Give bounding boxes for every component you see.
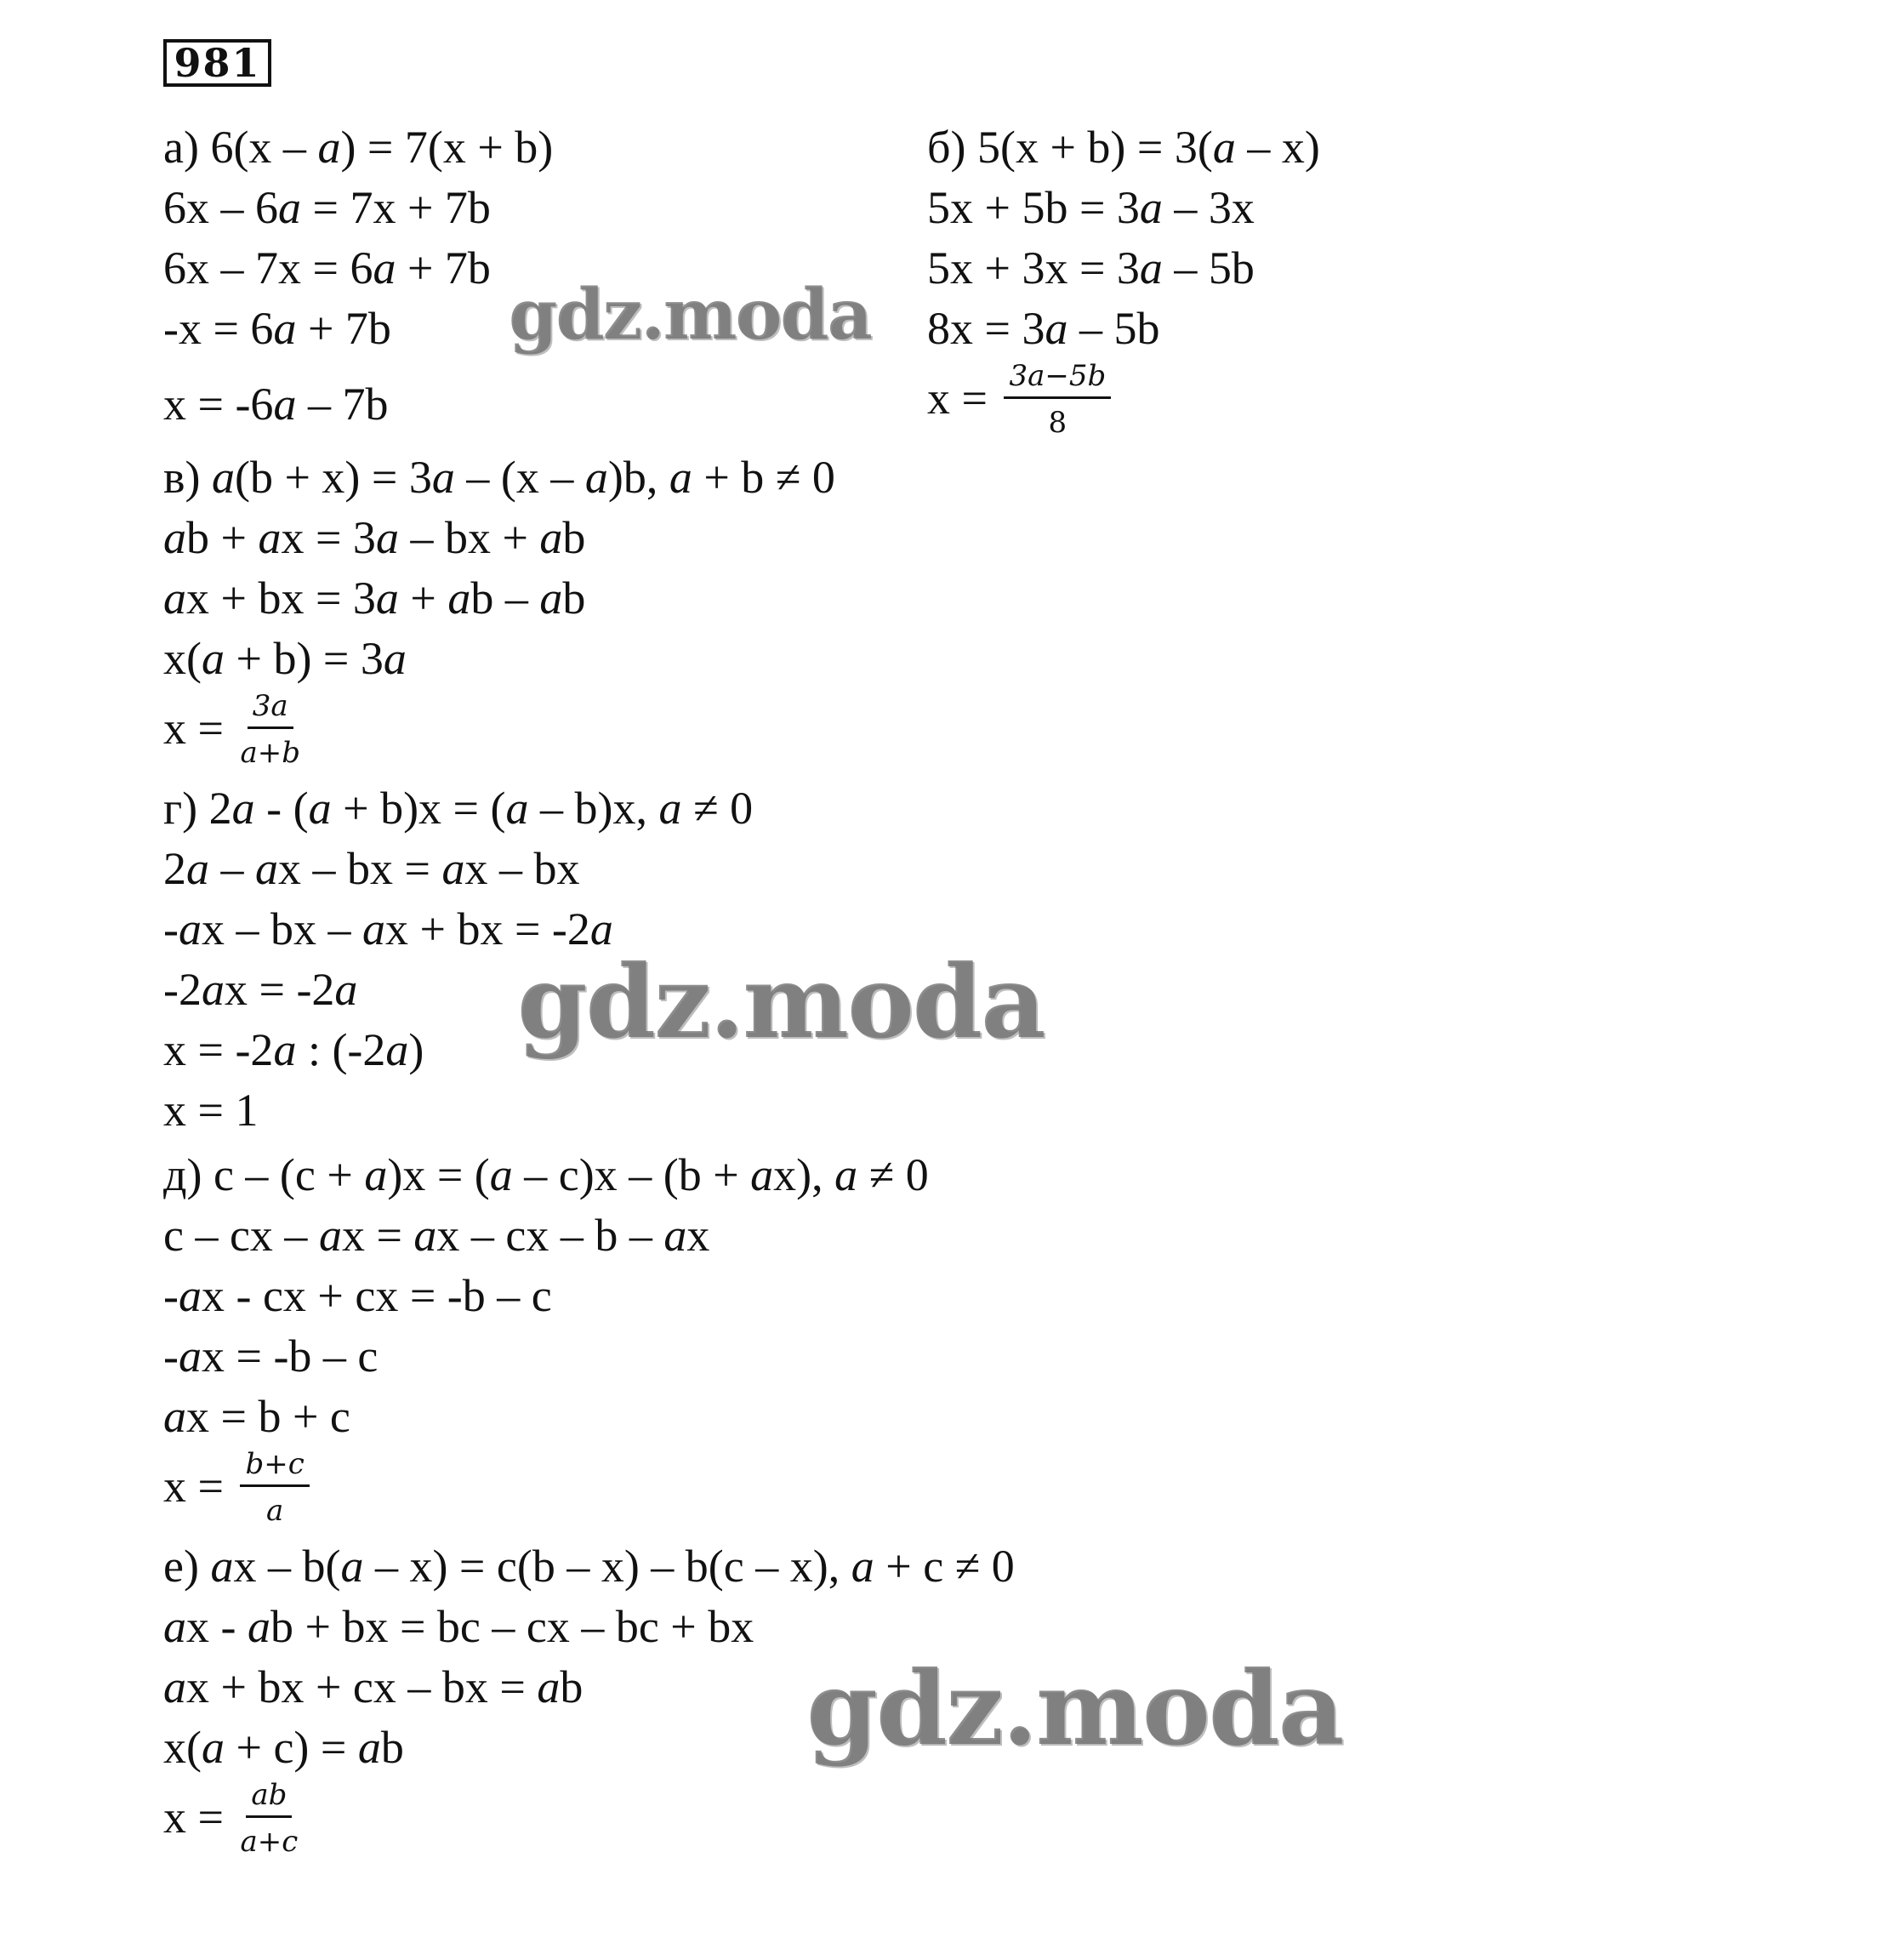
part-g-line-3: -ax – bx – ax + bx = -2a	[163, 903, 613, 954]
part-a-line-4: -x = 6a + 7b	[163, 303, 391, 354]
part-a-line-2: 6x – 6a = 7x + 7b	[163, 182, 491, 233]
part-g-line-1: г) 2a - (a + b)x = (a – b)x, a ≠ 0	[163, 783, 754, 834]
fraction-numerator: 3a	[248, 689, 293, 729]
part-b-line-2: 5x + 5b = 3a – 3x	[927, 182, 1255, 233]
part-e-line-2: ax - ab + bx = bc – cx – bc + bx	[163, 1601, 754, 1652]
x-equals-label: x =	[163, 1791, 224, 1843]
part-e-line-5	[163, 1778, 299, 1862]
part-d-line-4: -ax = -b – c	[163, 1330, 379, 1382]
watermark-3: gdz.moda	[806, 1649, 1343, 1769]
part-g-line-6: x = 1	[163, 1085, 259, 1136]
part-e-line-4: x(a + c) = ab	[163, 1722, 404, 1773]
fraction-b	[1004, 359, 1111, 440]
part-g-line-2: 2a – ax – bx = ax – bx	[163, 843, 580, 894]
fraction-v	[240, 689, 300, 770]
part-v-line-4: x(a + b) = 3a	[163, 633, 407, 684]
fraction-d	[240, 1447, 309, 1528]
fraction-denominator: 8	[1048, 406, 1067, 440]
part-b-line-3: 5x + 3x = 3a – 5b	[927, 242, 1255, 293]
part-a-line-3: 6x – 7x = 6a + 7b	[163, 242, 491, 293]
part-e-line-1: е) ax – b(a – x) = c(b – x) – b(c – x), a + c ≠ 0	[163, 1541, 1015, 1592]
fraction-denominator: a	[265, 1494, 284, 1528]
part-a-line-1: а) 6(x – a) = 7(x + b)	[163, 122, 554, 173]
part-a-line-5: x = -6a – 7b	[163, 379, 389, 430]
part-v-line-3: ax + bx = 3a + ab – ab	[163, 573, 586, 624]
part-e-line-3: ax + bx + cx – bx = ab	[163, 1661, 584, 1712]
fraction-numerator: 3a−5b	[1004, 359, 1111, 399]
part-d-line-5: ax = b + c	[163, 1391, 350, 1442]
fraction-e	[240, 1778, 298, 1859]
problem-number-box: 981	[163, 39, 271, 87]
part-g-line-5: x = -2a : (-2a)	[163, 1024, 424, 1075]
fraction-denominator: a+b	[240, 736, 300, 770]
x-equals-label: x =	[163, 702, 224, 754]
part-b-line-1: б) 5(x + b) = 3(a – x)	[927, 122, 1320, 173]
x-equals-label: x =	[927, 372, 988, 424]
fraction-numerator: b+c	[240, 1447, 309, 1487]
part-d-line-3: -ax - cx + cx = -b – c	[163, 1270, 552, 1321]
watermark-2: gdz.moda	[517, 943, 1045, 1061]
part-b-line-4: 8x = 3a – 5b	[927, 303, 1160, 354]
x-equals-label: x =	[163, 1460, 224, 1512]
part-d-line-2: c – cx – ax = ax – cx – b – ax	[163, 1210, 710, 1261]
part-v-line-2: ab + ax = 3a – bx + ab	[163, 512, 586, 563]
part-d-line-6	[163, 1447, 310, 1531]
part-d-line-1: д) c – (c + a)x = (a – c)x – (b + ax), a ≠ 0	[163, 1149, 929, 1200]
watermark-1: gdz.moda	[509, 274, 871, 356]
fraction-denominator: a+c	[240, 1825, 299, 1859]
fraction-numerator: ab	[246, 1778, 292, 1818]
part-g-line-4: -2ax = -2a	[163, 964, 358, 1015]
part-v-line-1: в) a(b + x) = 3a – (x – a)b, a + b ≠ 0	[163, 452, 835, 503]
part-b-line-5	[927, 359, 1111, 443]
part-v-line-5	[163, 689, 300, 773]
